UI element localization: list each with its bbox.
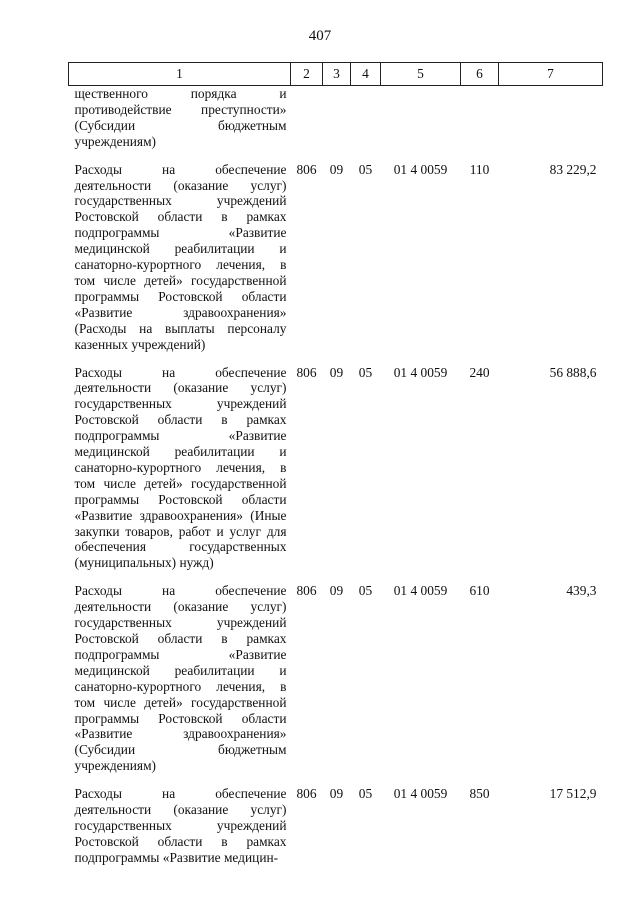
row-amount: 56 888,6	[549, 364, 597, 380]
row-ministry-code: 806	[296, 786, 317, 802]
row-description: Расходы на обеспечение деятельности (оказание услуг) государственных учреждений Ростовской области в рамках подпрограммы «Развитие медицинской реабилитации и санаторно-курортного лечения, в том числе детей» государственной программы Ростовской области «Развитие здравоохранения» (Субсидии бюджетным учреждениям)	[74, 583, 287, 774]
row-target-article: 01 4 0059	[393, 583, 448, 599]
row-section: 09	[329, 786, 344, 802]
continuation-description: щественного порядка и противодействие преступности» (Субсидии бюджетным учреждениям)	[74, 86, 287, 149]
row-amount: 83 229,2	[549, 161, 597, 177]
row-expense-type: 110	[469, 161, 490, 177]
row-description: Расходы на обеспечение деятельности (оказание услуг) государственных учреждений Ростовской области в рамках подпрограммы «Развитие медицинской реабилитации и санаторно-курортного лечения, в том числе детей» государственной программы Ростовской области «Развитие здравоохранения» (Иные закупки товаров, работ и услуг для обеспечения государственных (муниципальных) нужд)	[74, 364, 287, 571]
row-expense-type: 850	[469, 786, 490, 802]
row-ministry-code: 806	[296, 583, 317, 599]
row-subsection: 05	[358, 161, 373, 177]
row-expense-type: 610	[469, 583, 490, 599]
row-ministry-code: 806	[296, 364, 317, 380]
header-col-4: 4	[351, 63, 381, 86]
header-col-5: 5	[381, 63, 461, 86]
table-body	[69, 86, 603, 866]
row-target-article: 01 4 0059	[393, 161, 448, 177]
table-header	[69, 63, 603, 86]
table-row	[69, 774, 603, 866]
row-target-article: 01 4 0059	[393, 786, 448, 802]
table-row	[69, 571, 603, 774]
header-col-3: 3	[323, 63, 351, 86]
header-col-7: 7	[499, 63, 603, 86]
row-section: 09	[329, 161, 344, 177]
header-col-1: 1	[69, 63, 291, 86]
page-number: 407	[308, 28, 332, 44]
row-description: Расходы на обеспечение деятельности (оказание услуг) государственных учреждений Ростовской области в рамках подпрограммы «Развитие медицин-	[74, 786, 287, 865]
table-row	[69, 353, 603, 572]
row-ministry-code: 806	[296, 161, 317, 177]
row-expense-type: 240	[469, 364, 490, 380]
row-section: 09	[329, 364, 344, 380]
row-target-article: 01 4 0059	[393, 364, 448, 380]
row-subsection: 05	[358, 786, 373, 802]
header-row	[69, 63, 603, 86]
row-subsection: 05	[358, 364, 373, 380]
row-description: Расходы на обеспечение деятельности (оказание услуг) государственных учреждений Ростовской области в рамках подпрограммы «Развитие медицинской реабилитации и санаторно-курортного лечения, в том числе детей» государственной программы Ростовской области «Развитие здравоохранения» (Расходы на выплаты персоналу казенных учреждений)	[74, 161, 287, 352]
row-amount: 17 512,9	[549, 786, 597, 802]
row-subsection: 05	[358, 583, 373, 599]
continuation-row	[69, 86, 603, 150]
budget-table	[68, 62, 603, 866]
header-col-6: 6	[461, 63, 499, 86]
table-row	[69, 150, 603, 353]
row-section: 09	[329, 583, 344, 599]
header-col-2: 2	[291, 63, 323, 86]
row-amount: 439,3	[566, 583, 597, 599]
